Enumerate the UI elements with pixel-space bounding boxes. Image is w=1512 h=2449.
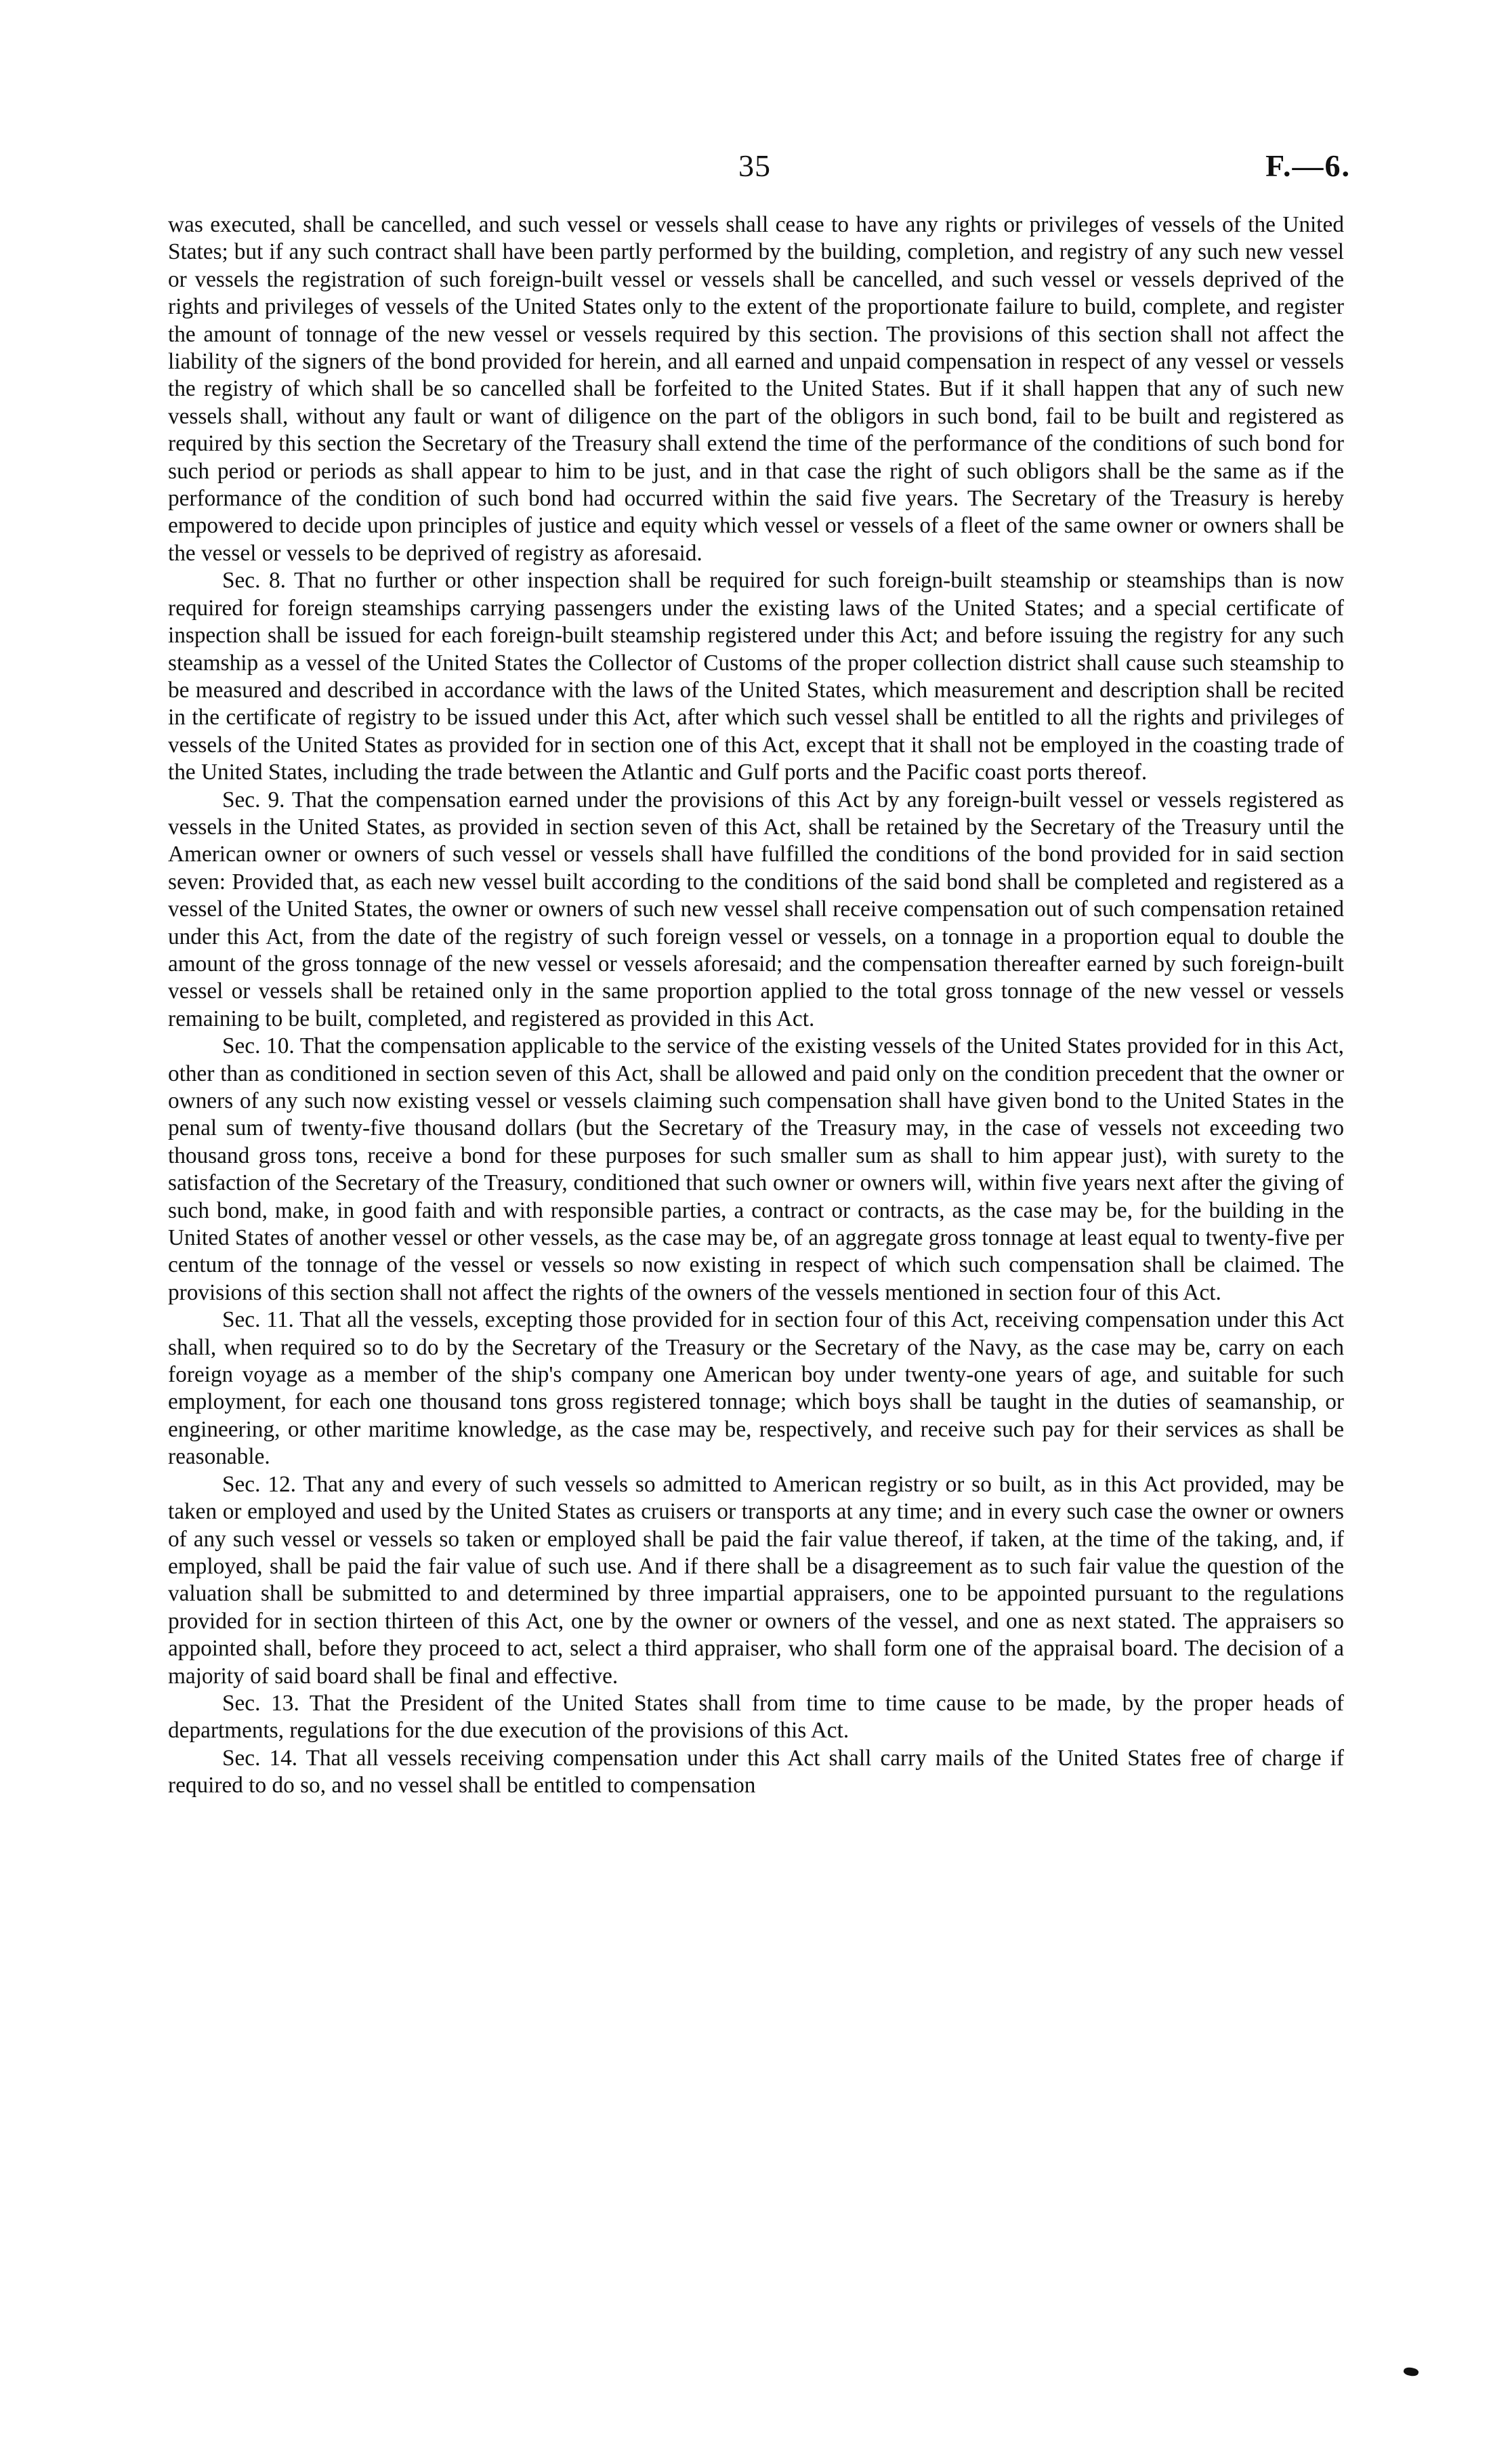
paragraph-sec-8: Sec. 8. That no further or other inspection shall be required for such foreign-built steamship or steamships than is now required for foreign steamships carrying passengers under the existing laws of the United States; and a special certificate of inspection shall be issued for each foreign-built steamship registered under this Act; and before issuing the registry for any such steamship as a vessel of the United States the Collector of Customs of the proper collection district shall cause such steamship to be measured and described in accordance with the laws of the United States, which measurement and description shall be recited in the certificate of registry to be issued under this Act, after which such vessel shall be entitled to all the rights and privileges of vessels of the United States as provided for in section one of this Act, except that it shall not be employed in the coasting trade of the United States, including the trade between the Atlantic and Gulf ports and the Pacific coast ports thereof. xyxy=(168,568,1344,785)
page-number: 35 xyxy=(738,148,771,183)
paragraph-sec-13: Sec. 13. That the President of the United States shall from time to time cause to be made, by the proper heads of departments, regulations for the due execution of the provisions of this Act. xyxy=(168,1690,1344,1744)
paragraph-sec-11: Sec. 11. That all the vessels, excepting those provided for in section four of this Act, receiving compensation under this Act shall, when required so to do by the Secretary of the Treasury or the Secretary of the Navy, as the case may be, carry on each foreign voyage as a member of the ship's company one American boy under twenty-one years of age, and suitable for such employment, for each one thousand tons gross registered tonnage; which boys shall be taught in the duties of seamanship, or engineering, or other maritime knowledge, as the case may be, respectively, and receive such pay for their services as shall be reasonable. xyxy=(168,1307,1344,1470)
page-header xyxy=(0,148,1512,188)
document-body xyxy=(168,211,1344,1800)
paper-code: F.—6. xyxy=(1265,148,1351,183)
paragraph-sec-9: Sec. 9. That the compensation earned under the provisions of this Act by any foreign-built vessel or vessels registered as vessels in the United States, as provided in section seven of this Act, shall be retained by the Secretary of the Treasury until the American owner or owners of such vessel or vessels shall have fulfilled the conditions of the bond provided for in said section seven: Provided that, as each new vessel built according to the conditions of the said bond shall be completed and registered as a vessel of the United States, the owner or owners of such new vessel shall receive compensation out of such compensation retained under this Act, from the date of the registry of such foreign vessel or vessels, on a tonnage in a proportion equal to double the amount of the gross tonnage of the new vessel or vessels aforesaid; and the compensation thereafter earned by such foreign-built vessel or vessels shall be retained only in the same proportion applied to the total gross tonnage of the new vessel or vessels remaining to be built, completed, and registered as provided in this Act. xyxy=(168,787,1344,1031)
paragraph-sec-14: Sec. 14. That all vessels receiving compensation under this Act shall carry mails of the United States free of charge if required to do so, and no vessel shall be entitled to compensation xyxy=(168,1745,1344,1798)
paragraph-continuation: was executed, shall be cancelled, and such vessel or vessels shall cease to have any rights or privileges of vessels of the United States; but if any such contract shall have been partly performed by the building, completion, and registry of any such new vessel or vessels the registration of such foreign-built vessel or vessels shall be cancelled, and such vessel or vessels deprived of the rights and privileges of vessels of the United States only to the extent of the proportionate failure to build, complete, and register the amount of tonnage of the new vessel or vessels required by this section. The provisions of this section shall not affect the liability of the signers of the bond provided for herein, and all earned and unpaid compensation in respect of any vessel or vessels the registry of which shall be so cancelled shall be forfeited to the United States. But if it shall happen that any of such new vessels shall, without any fault or want of diligence on the part of the obligors in such bond, fail to be built and registered as required by this section the Secretary of the Treasury shall extend the time of the performance of the conditions of such bond for such period or periods as shall appear to him to be just, and in that case the right of such obligors shall be the same as if the performance of the condition of such bond had occurred within the said five years. The Secretary of the Treasury is hereby empowered to decide upon principles of justice and equity which vessel or vessels of a fleet of the same owner or owners shall be the vessel or vessels to be deprived of registry as aforesaid. xyxy=(168,212,1344,566)
paragraph-sec-12: Sec. 12. That any and every of such vessels so admitted to American registry or so built, as in this Act provided, may be taken or employed and used by the United States as cruisers or transports at any time; and in every such case the owner or owners of any such vessel or vessels so taken or employed shall be paid the fair value thereof, if taken, at the time of the taking, and, if employed, shall be paid the fair value of such use. And if there shall be a disagreement as to such fair value the question of the valuation shall be submitted to and determined by three impartial appraisers, one to be appointed pursuant to the regulations provided for in section thirteen of this Act, one by the owner or owners of the vessel, and one as next stated. The appraisers so appointed shall, before they proceed to act, select a third appraiser, who shall form one of the appraisal board. The decision of a majority of said board shall be final and effective. xyxy=(168,1471,1344,1689)
ink-mark xyxy=(1403,2366,1419,2377)
paragraph-sec-10: Sec. 10. That the compensation applicable to the service of the existing vessels of the United States provided for in this Act, other than as conditioned in section seven of this Act, shall be allowed and paid only on the condition precedent that the owner or owners of any such now existing vessel or vessels claiming such compensation shall have given bond to the United States in the penal sum of twenty-five thousand dollars (but the Secretary of the Treasury may, in the case of vessels not exceeding two thousand gross tons, receive a bond for these purposes for such smaller sum as shall to him appear just), with surety to the satisfaction of the Secretary of the Treasury, conditioned that such owner or owners will, within five years next after the giving of such bond, make, in good faith and with responsible parties, a contract or contracts, as the case may be, for the building in the United States of another vessel or other vessels, as the case may be, of an aggregate gross tonnage at least equal to twenty-five per centum of the tonnage of the vessel or vessels so now existing in respect of which such compensation shall be claimed. The provisions of this section shall not affect the rights of the owners of the vessels mentioned in section four of this Act. xyxy=(168,1033,1344,1305)
